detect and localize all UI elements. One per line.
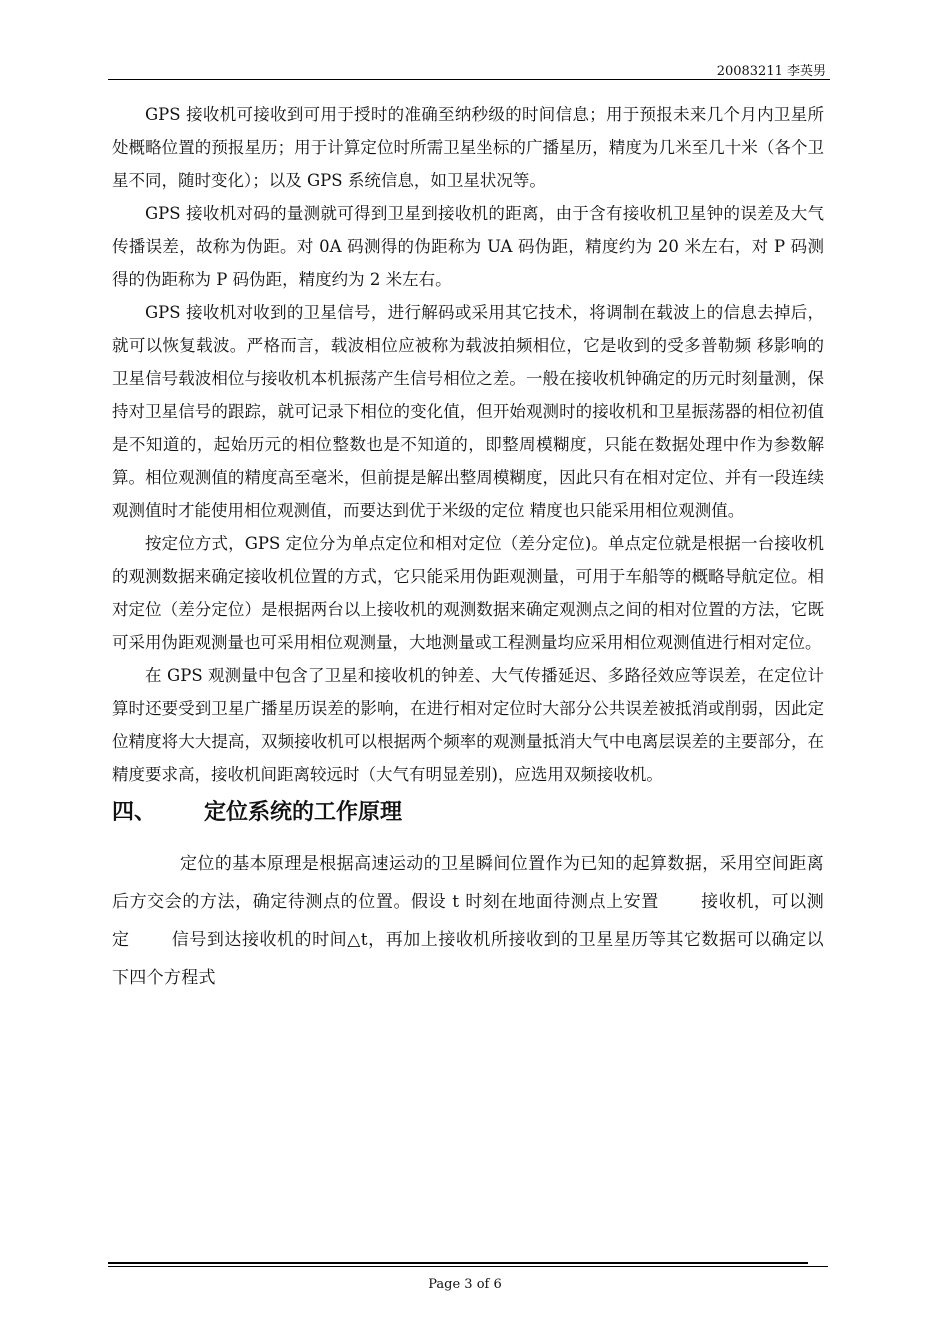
footer-rule-thin	[108, 1266, 828, 1267]
section-title: 定位系统的工作原理	[204, 799, 403, 825]
paragraph-5: 在 GPS 观测量中包含了卫星和接收机的钟差、大气传播延迟、多路径效应等误差，在定位计算时还要受到卫星广播星历误差的影响，在进行相对定位时大部分公共误差被抵消或削弱，因此定位精度将大大提高，双频接收机可以根据两个频率的观测量抵消大气中电离层误差的主要部分，在精度要求高，接收机间距离较远时（大气有明显差别)，应选用双频接收机。	[112, 666, 824, 784]
header-rule	[108, 79, 830, 80]
paragraph-4: 按定位方式，GPS 定位分为单点定位和相对定位（差分定位)。单点定位就是根据一台接收机的观测数据来确定接收机位置的方式，它只能采用伪距观测量，可用于车船等的概略导航定位。相对定位（差分定位）是根据两台以上接收机的观测数据来确定观测点之间的相对位置的方法，它既可采用伪距观测量也可采用相位观测量，大地测量或工程测量均应采用相位观测值进行相对定位。	[112, 534, 824, 652]
section-paragraph-part-3: 信号到达接收机的时间△t，再加上接收机所接收到的卫星星历等其它数据可以确定以下四个方程式	[112, 930, 824, 988]
paragraph-1: GPS 接收机可接收到可用于授时的准确至纳秒级的时间信息；用于预报未来几个月内卫星所处概略位置的预报星历；用于计算定位时所需卫星坐标的广播星历，精度为几米至几十米（各个卫星不同，随时变化）；以及 GPS 系统信息，如卫星状况等。	[112, 105, 824, 190]
page-footer: Page 3 of 6	[428, 1277, 502, 1292]
section-paragraph-part-1: 定位的基本原理是根据高速运动的卫星瞬间位置作为已知的起算数据，采用空间距离后方交会的方法，确定待测点的位置。假设 t 时刻在地面待测点上安置	[112, 854, 824, 912]
section-paragraph	[112, 845, 824, 997]
section-paragraph-part-2: 接收机，可以测定	[112, 892, 824, 950]
paragraph-3: GPS 接收机对收到的卫星信号，进行解码或采用其它技术，将调制在载波上的信息去掉后，就可以恢复载波。严格而言，载波相位应被称为载波拍频相位，它是收到的受多普勒频 移影响的卫星信号载波相位与接收机本机振荡产生信号相位之差。一般在接收机钟确定的历元时刻量测，保持对卫星信号的跟踪，就可记录下相位的变化值，但开始观测时的接收机和卫星振荡器的相位初值是不知道的，起始历元的相位整数也是不知道的，即整周模糊度，只能在数据处理中作为参数解算。相位观测值的精度高至毫米，但前提是解出整周模糊度，因此只有在相对定位、并有一段连续观测值时才能使用相位观测值，而要达到优于米级的定位 精度也只能采用相位观测值。	[112, 303, 824, 520]
footer-rule-thick	[108, 1262, 808, 1264]
section-number: 四、	[112, 799, 157, 825]
page-header: 20083211 李英男	[716, 64, 826, 79]
paragraph-2: GPS 接收机对码的量测就可得到卫星到接收机的距离，由于含有接收机卫星钟的误差及大气传播误差，故称为伪距。对 0A 码测得的伪距称为 UA 码伪距，精度约为 20 米左右，对 P 码测得的伪距称为 P 码伪距，精度约为 2 米左右。	[112, 204, 824, 289]
document-body	[112, 98, 824, 997]
section-heading	[112, 791, 824, 833]
